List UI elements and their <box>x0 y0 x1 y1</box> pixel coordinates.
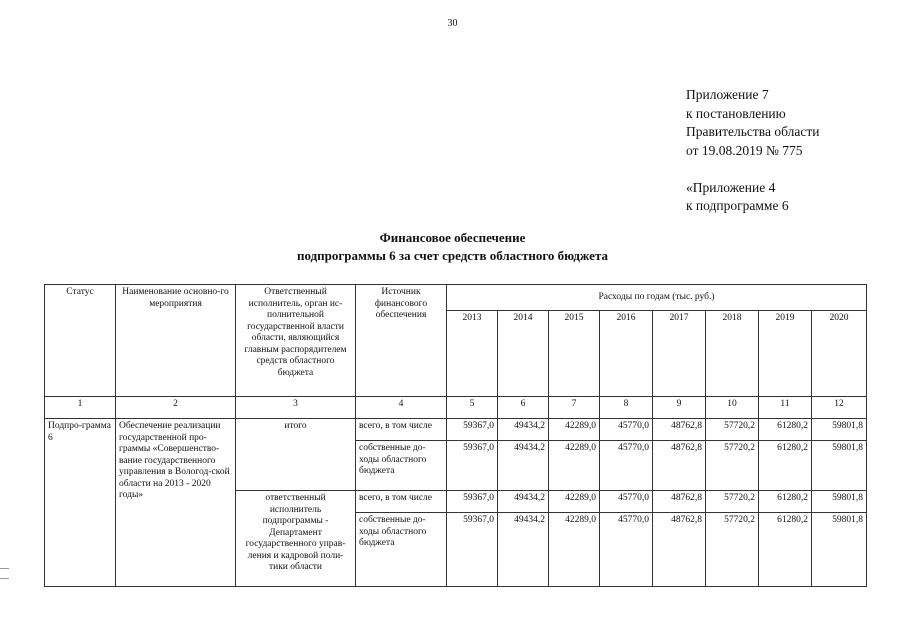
value-cell: 59367,0 <box>447 441 498 491</box>
executor-cell: ответственный исполнитель подпрограммы - Департамент государственного управ-ления и кадровой поли-тики области <box>236 491 356 587</box>
document-title <box>0 229 905 265</box>
value-cell: 45770,0 <box>600 441 653 491</box>
col-number: 6 <box>498 397 549 419</box>
value-cell: 57720,2 <box>706 491 759 513</box>
header-name: Наименование основно-го мероприятия <box>116 285 236 397</box>
value-cell: 57720,2 <box>706 419 759 441</box>
status-cell: Подпро-грамма 6 <box>45 419 116 587</box>
col-number: 7 <box>549 397 600 419</box>
margin-mark <box>0 578 9 579</box>
header-year: 2014 <box>498 311 549 397</box>
value-cell: 57720,2 <box>706 441 759 491</box>
value-cell: 59801,8 <box>812 513 867 587</box>
header-year: 2016 <box>600 311 653 397</box>
value-cell: 45770,0 <box>600 419 653 441</box>
col-number: 2 <box>116 397 236 419</box>
value-cell: 61280,2 <box>759 419 812 441</box>
col-number: 9 <box>653 397 706 419</box>
appendix-block <box>686 86 819 216</box>
page-number: 30 <box>447 18 458 29</box>
value-cell: 59801,8 <box>812 419 867 441</box>
appendix-line: к подпрограмме 6 <box>686 198 789 213</box>
header-source: Источник финансового обеспечения <box>356 285 447 397</box>
value-cell: 59801,8 <box>812 491 867 513</box>
header-year: 2019 <box>759 311 812 397</box>
value-cell: 48762,8 <box>653 513 706 587</box>
value-cell: 49434,2 <box>498 441 549 491</box>
source-cell: всего, в том числе <box>356 491 447 513</box>
finance-table <box>44 284 867 587</box>
value-cell: 48762,8 <box>653 491 706 513</box>
header-year: 2013 <box>447 311 498 397</box>
value-cell: 61280,2 <box>759 491 812 513</box>
activity-cell: Обеспечение реализации государственной про-граммы «Совершенство-вание государственного управления в Вологод-ской области на 2013 - 2020 годы» <box>116 419 236 587</box>
col-number: 11 <box>759 397 812 419</box>
header-status: Статус <box>45 285 116 397</box>
col-number: 1 <box>45 397 116 419</box>
value-cell: 57720,2 <box>706 513 759 587</box>
value-cell: 42289,0 <box>549 491 600 513</box>
value-cell: 45770,0 <box>600 513 653 587</box>
col-number: 3 <box>236 397 356 419</box>
appendix-line: Правительства области <box>686 124 820 139</box>
value-cell: 42289,0 <box>549 419 600 441</box>
value-cell: 61280,2 <box>759 513 812 587</box>
col-number: 5 <box>447 397 498 419</box>
value-cell: 49434,2 <box>498 513 549 587</box>
header-year: 2017 <box>653 311 706 397</box>
header-year: 2020 <box>812 311 867 397</box>
value-cell: 59801,8 <box>812 441 867 491</box>
value-cell: 49434,2 <box>498 419 549 441</box>
header-expenses: Расходы по годам (тыс. руб.) <box>447 285 867 311</box>
header-year: 2015 <box>549 311 600 397</box>
appendix-line: к постановлению <box>686 105 786 121</box>
header-year: 2018 <box>706 311 759 397</box>
value-cell: 61280,2 <box>759 441 812 491</box>
executor-cell: итого <box>236 419 356 491</box>
value-cell: 49434,2 <box>498 491 549 513</box>
value-cell: 42289,0 <box>549 513 600 587</box>
col-number: 8 <box>600 397 653 419</box>
value-cell: 45770,0 <box>600 491 653 513</box>
source-cell: собственные до-ходы областного бюджета <box>356 441 447 491</box>
source-cell: собственные до-ходы областного бюджета <box>356 513 447 587</box>
col-number: 10 <box>706 397 759 419</box>
value-cell: 59367,0 <box>447 513 498 587</box>
col-number: 4 <box>356 397 447 419</box>
value-cell: 59367,0 <box>447 419 498 441</box>
col-number: 12 <box>812 397 867 419</box>
value-cell: 48762,8 <box>653 419 706 441</box>
margin-mark <box>0 568 9 569</box>
source-cell: всего, в том числе <box>356 419 447 441</box>
title-line: Финансовое обеспечение <box>379 230 526 245</box>
appendix-line: от 19.08.2019 № 775 <box>686 142 803 158</box>
appendix-line: «Приложение 4 <box>686 179 776 195</box>
value-cell: 59367,0 <box>447 491 498 513</box>
title-line: подпрограммы 6 за счет средств областного бюджета <box>296 248 608 263</box>
value-cell: 42289,0 <box>549 441 600 491</box>
header-executor: Ответственный исполнитель, орган ис-полнительной государственной власти области, являющийся главным распорядителем средств областного бюджета <box>236 285 356 397</box>
value-cell: 48762,8 <box>653 441 706 491</box>
appendix-line: Приложение 7 <box>686 87 769 102</box>
